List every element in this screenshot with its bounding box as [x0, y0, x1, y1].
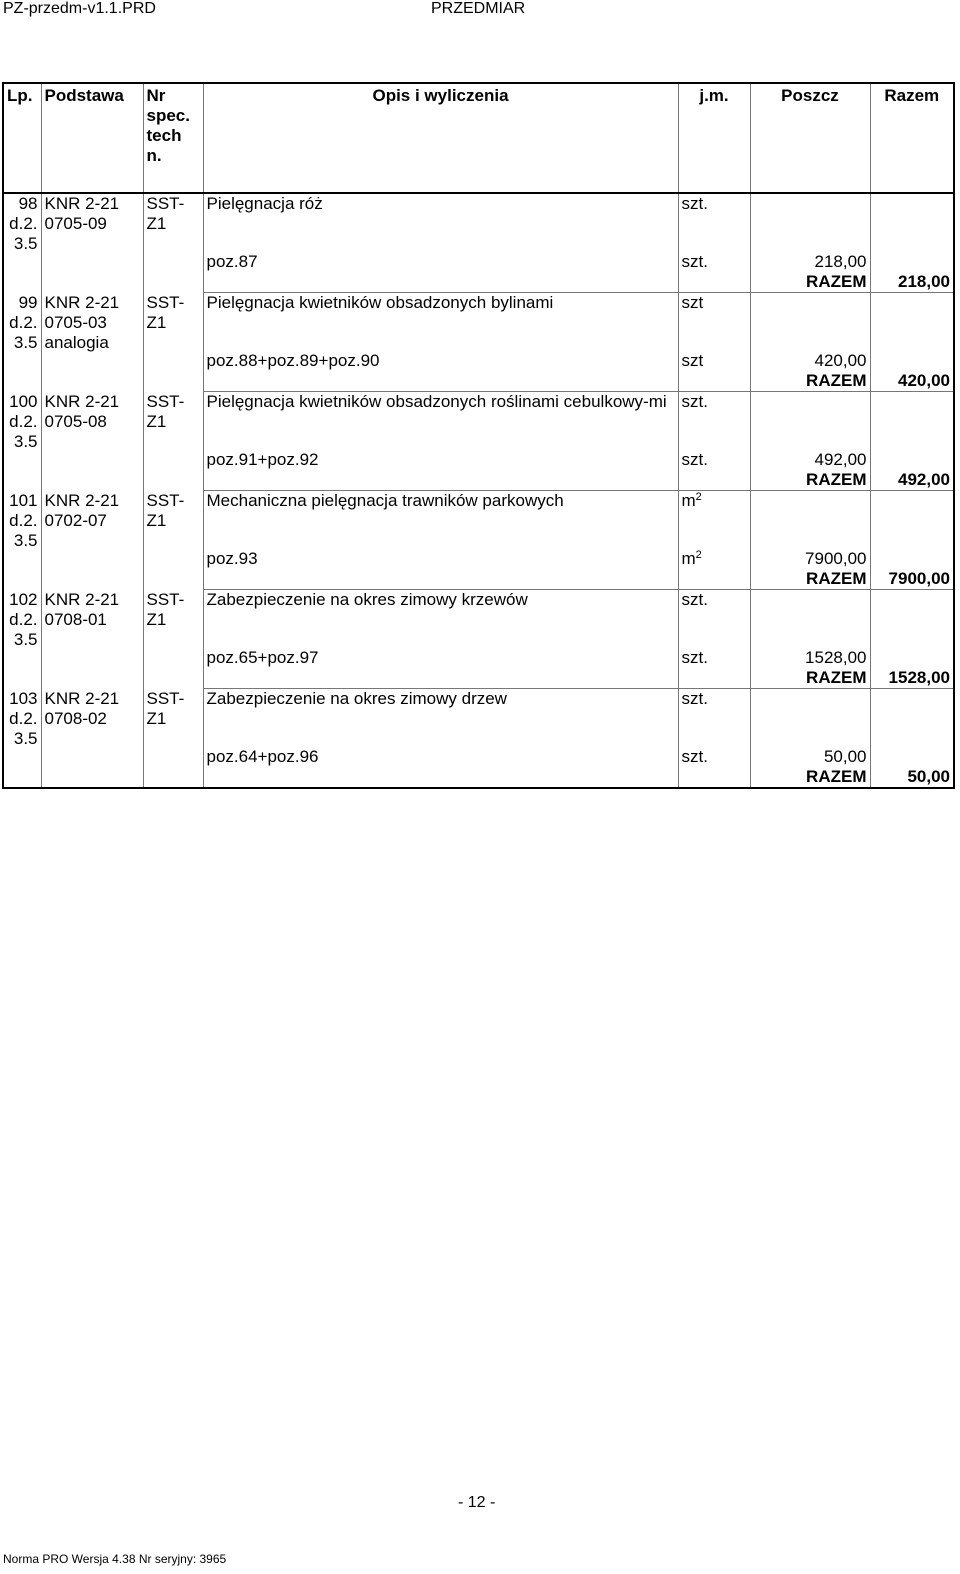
- item-opis-text: Zabezpieczenie na okres zimowy drzew: [206, 689, 507, 708]
- item-jm: [678, 689, 750, 748]
- item-total-value-text: 7900,00: [888, 569, 950, 588]
- item-lp: [3, 392, 41, 491]
- item-total-value: [870, 470, 954, 491]
- item-calc-text: poz.93: [206, 549, 258, 568]
- item-podstawa: [41, 193, 143, 293]
- item-total-value-text: 492,00: [898, 470, 950, 489]
- item-total-label: [750, 272, 870, 293]
- item-spec-text: SST-: [146, 194, 185, 213]
- item-razem-empty: [870, 193, 954, 252]
- item-total-jm-empty: [678, 767, 750, 788]
- item-calc: [203, 549, 678, 569]
- item-calc: [203, 747, 678, 767]
- item-podstawa: [41, 590, 143, 689]
- item-lp-sub: d.2.: [9, 708, 38, 728]
- item-lp-text: 103: [9, 688, 38, 708]
- item-spec-text: SST-: [146, 688, 185, 708]
- item-poszcz-empty: [750, 689, 870, 748]
- item-spec-text: SST-: [146, 589, 185, 609]
- col-header-jm: j.m.: [678, 83, 750, 193]
- item-total-value: [870, 272, 954, 293]
- item-total-value-text: 1528,00: [888, 668, 950, 687]
- item-total-value: [870, 371, 954, 392]
- item-opis: [203, 689, 678, 748]
- item-lp-text: 98: [18, 194, 38, 213]
- item-opis: [203, 491, 678, 550]
- item-jm-text: szt: [681, 293, 704, 312]
- item-poszcz: [750, 252, 870, 272]
- header-title: PRZEDMIAR: [431, 0, 526, 17]
- item-jm-sup: 2: [695, 491, 702, 503]
- item-lp-sub2: 3.5: [13, 234, 38, 253]
- item-total-label-text: RAZEM: [806, 371, 867, 390]
- item-calc-jm-text: szt: [681, 351, 704, 370]
- item-lp-sub2: 3.5: [13, 530, 38, 550]
- col-header-opis: Opis i wyliczenia: [203, 83, 678, 193]
- item-total-label-text: RAZEM: [806, 470, 867, 489]
- item-spec-sub: Z1: [146, 214, 167, 233]
- item-poszcz-text: 492,00: [814, 450, 867, 469]
- item-calc-razem-empty: [870, 351, 954, 371]
- item-lp-sub: d.2.: [9, 609, 38, 629]
- item-total-opis-empty: [203, 767, 678, 788]
- item-opis-text: Zabezpieczenie na okres zimowy krzewów: [206, 590, 528, 609]
- item-poszcz-empty: [750, 293, 870, 352]
- item-total-value: [870, 668, 954, 689]
- item-lp-sub: d.2.: [9, 214, 38, 233]
- item-jm-text: szt.: [681, 194, 708, 213]
- item-calc-text: poz.64+poz.96: [206, 747, 319, 766]
- item-razem-empty: [870, 293, 954, 352]
- item-opis: [203, 392, 678, 451]
- item-total-jm-empty: [678, 371, 750, 392]
- item-total-label-text: RAZEM: [806, 569, 867, 588]
- item-calc: [203, 351, 678, 371]
- item-lp: [3, 193, 41, 293]
- item-spec-sub: Z1: [146, 510, 167, 530]
- item-poszcz-empty: [750, 491, 870, 550]
- item-total-label: [750, 470, 870, 491]
- item-jm: [678, 293, 750, 352]
- col-header-podstawa: Podstawa: [41, 83, 143, 193]
- item-total-opis-empty: [203, 668, 678, 689]
- item-calc-jm: [678, 549, 750, 569]
- col-header-poszcz: Poszcz: [750, 83, 870, 193]
- item-spec-text: SST-: [146, 391, 185, 411]
- item-podstawa: [41, 491, 143, 590]
- item-jm-text: szt.: [681, 689, 708, 708]
- item-total-jm-empty: [678, 272, 750, 293]
- page-number: - 12 -: [458, 1494, 496, 1511]
- item-total-jm-empty: [678, 470, 750, 491]
- item-lp-text: 100: [9, 391, 38, 411]
- item-poszcz-empty: [750, 392, 870, 451]
- item-opis: [203, 590, 678, 649]
- item-jm: [678, 491, 750, 550]
- item-spec: [143, 689, 203, 789]
- item-calc-jm-text: m: [681, 549, 696, 568]
- item-spec-sub: Z1: [146, 609, 167, 629]
- item-total-opis-empty: [203, 371, 678, 392]
- item-podstawa-sub: 0708-02: [44, 708, 107, 728]
- item-total-opis-empty: [203, 569, 678, 590]
- item-calc-jm-text: szt.: [681, 648, 708, 667]
- item-poszcz: [750, 747, 870, 767]
- item-razem-empty: [870, 392, 954, 451]
- item-calc: [203, 450, 678, 470]
- item-calc-razem-empty: [870, 747, 954, 767]
- item-poszcz-text: 420,00: [814, 351, 867, 370]
- item-calc-text: poz.91+poz.92: [206, 450, 319, 469]
- item-total-jm-empty: [678, 668, 750, 689]
- item-spec: [143, 392, 203, 491]
- item-poszcz: [750, 648, 870, 668]
- item-lp-text: 101: [9, 490, 38, 510]
- item-podstawa-text: KNR 2-21: [44, 589, 120, 609]
- item-jm: [678, 392, 750, 451]
- item-jm-text: m: [681, 491, 696, 510]
- item-lp-text: 99: [18, 292, 38, 312]
- table-body: [3, 193, 954, 788]
- item-total-label: [750, 569, 870, 590]
- item-spec-text: SST-: [146, 490, 185, 510]
- item-podstawa-text: KNR 2-21: [44, 688, 120, 708]
- item-total-value-text: 218,00: [898, 272, 950, 291]
- item-spec: [143, 491, 203, 590]
- item-poszcz-empty: [750, 193, 870, 252]
- item-lp-sub: d.2.: [9, 411, 38, 431]
- item-opis: [203, 293, 678, 352]
- item-spec-sub: Z1: [146, 411, 167, 431]
- item-calc-jm-text: szt.: [681, 252, 708, 271]
- item-poszcz: [750, 549, 870, 569]
- item-calc: [203, 648, 678, 668]
- item-spec-text: SST-: [146, 292, 185, 312]
- item-podstawa-text: KNR 2-21: [44, 194, 120, 213]
- item-calc-razem-empty: [870, 549, 954, 569]
- item-calc-jm-text: szt.: [681, 450, 708, 469]
- item-lp-sub: d.2.: [9, 312, 38, 332]
- item-total-label-text: RAZEM: [806, 767, 867, 786]
- table-header-row: [3, 83, 954, 193]
- item-podstawa-sub: 0702-07: [44, 510, 107, 530]
- item-podstawa-sub: 0705-09: [44, 214, 107, 233]
- table-row: [3, 491, 954, 550]
- footer-software-info: Norma PRO Wersja 4.38 Nr seryjny: 3965: [3, 1552, 227, 1566]
- table-row: [3, 193, 954, 252]
- item-opis-text: Pielęgnacja róż: [206, 194, 323, 213]
- item-total-opis-empty: [203, 470, 678, 491]
- item-spec-sub: Z1: [146, 708, 167, 728]
- item-podstawa-text: KNR 2-21: [44, 490, 120, 510]
- item-lp-sub2: 3.5: [13, 431, 38, 451]
- item-spec: [143, 193, 203, 293]
- item-lp: [3, 689, 41, 789]
- item-calc-text: poz.87: [206, 252, 258, 271]
- item-jm-text: szt.: [681, 392, 708, 411]
- item-lp-sub2: 3.5: [13, 728, 38, 748]
- item-poszcz-text: 1528,00: [805, 648, 867, 667]
- item-poszcz-text: 7900,00: [805, 549, 867, 568]
- table-row: [3, 392, 954, 451]
- item-lp-text: 102: [9, 589, 38, 609]
- item-poszcz: [750, 351, 870, 371]
- item-razem-empty: [870, 689, 954, 748]
- item-podstawa: [41, 293, 143, 392]
- item-calc-jm-sup: 2: [695, 549, 702, 561]
- item-poszcz-text: 50,00: [823, 747, 867, 766]
- col-header-nr-spec: Nr spec. tech n.: [143, 83, 203, 193]
- item-podstawa-sub: 0708-01: [44, 609, 107, 629]
- table-row: [3, 590, 954, 649]
- item-podstawa-text: KNR 2-21: [44, 391, 120, 411]
- item-lp: [3, 491, 41, 590]
- item-podstawa-text: KNR 2-21: [44, 292, 120, 312]
- item-calc-jm-text: szt.: [681, 747, 708, 766]
- item-podstawa: [41, 689, 143, 789]
- item-total-label-text: RAZEM: [806, 668, 867, 687]
- item-total-label-text: RAZEM: [806, 272, 867, 291]
- item-calc-jm: [678, 648, 750, 668]
- item-total-value-text: 50,00: [907, 767, 950, 786]
- item-jm-text: szt.: [681, 590, 708, 609]
- item-total-label: [750, 371, 870, 392]
- table-row: [3, 689, 954, 748]
- item-total-label: [750, 668, 870, 689]
- item-calc-jm: [678, 351, 750, 371]
- item-lp-sub: d.2.: [9, 510, 38, 530]
- col-header-razem: Razem: [870, 83, 954, 193]
- item-total-value: [870, 569, 954, 590]
- item-jm: [678, 590, 750, 649]
- header-filename: PZ-przedm-v1.1.PRD: [3, 0, 156, 17]
- table-row: [3, 293, 954, 352]
- item-calc-razem-empty: [870, 450, 954, 470]
- item-total-value-text: 420,00: [898, 371, 950, 390]
- item-lp-sub2: 3.5: [13, 629, 38, 649]
- estimate-table: [2, 82, 955, 789]
- item-opis-text: Mechaniczna pielęgnacja trawników parkowych: [206, 491, 564, 510]
- item-spec: [143, 293, 203, 392]
- item-podstawa-sub: 0705-08: [44, 411, 107, 431]
- item-calc-jm: [678, 252, 750, 272]
- item-calc-text: poz.65+poz.97: [206, 648, 319, 667]
- item-opis-text: Pielęgnacja kwietników obsadzonych roślinami cebulkowy-mi: [206, 392, 667, 411]
- item-poszcz: [750, 450, 870, 470]
- item-podstawa-sub2: analogia: [44, 332, 109, 352]
- item-calc: [203, 252, 678, 272]
- item-poszcz-text: 218,00: [814, 252, 867, 271]
- item-calc-text: poz.88+poz.89+poz.90: [206, 351, 380, 370]
- item-spec: [143, 590, 203, 689]
- item-lp-sub2: 3.5: [13, 332, 38, 352]
- item-calc-razem-empty: [870, 648, 954, 668]
- col-header-lp: Lp.: [3, 83, 41, 193]
- item-opis-text: Pielęgnacja kwietników obsadzonych bylinami: [206, 293, 554, 312]
- item-lp: [3, 590, 41, 689]
- item-calc-razem-empty: [870, 252, 954, 272]
- item-razem-empty: [870, 590, 954, 649]
- item-podstawa-sub: 0705-03: [44, 312, 107, 332]
- item-poszcz-empty: [750, 590, 870, 649]
- item-lp: [3, 293, 41, 392]
- item-calc-jm: [678, 747, 750, 767]
- item-opis: [203, 193, 678, 252]
- item-total-jm-empty: [678, 569, 750, 590]
- item-spec-sub: Z1: [146, 312, 167, 332]
- item-jm: [678, 193, 750, 252]
- item-total-value: [870, 767, 954, 788]
- item-total-label: [750, 767, 870, 788]
- item-calc-jm: [678, 450, 750, 470]
- item-razem-empty: [870, 491, 954, 550]
- item-total-opis-empty: [203, 272, 678, 293]
- item-podstawa: [41, 392, 143, 491]
